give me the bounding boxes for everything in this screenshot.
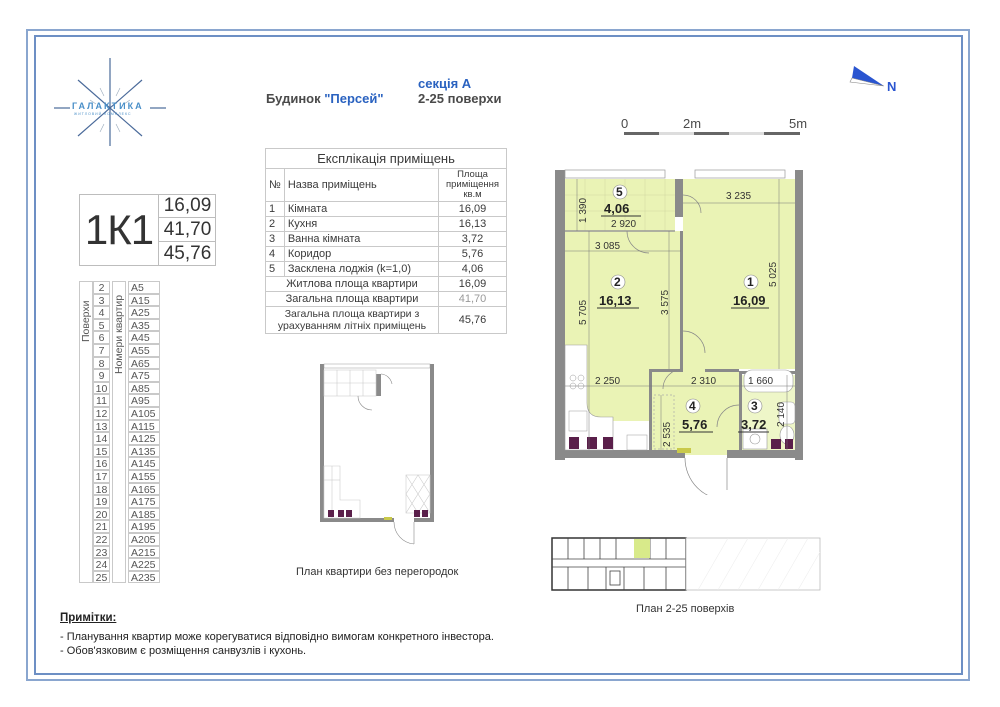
north-label: N [887, 79, 897, 94]
room-2-area: 16,13 [599, 293, 632, 308]
total-area-label: Загальна площа квартири [266, 292, 439, 307]
living-area-label: Житлова площа квартири [266, 277, 439, 292]
logo-subtitle: ЖИТЛОВИЙ КОМПЛЕКС [74, 112, 132, 116]
room-1-area: 16,09 [733, 293, 766, 308]
building-prefix: Будинок [266, 91, 325, 106]
north-arrow-icon [848, 64, 888, 94]
floor-number: 25 [93, 571, 110, 584]
open-plan-caption: План квартири без перегородок [296, 566, 459, 578]
floor-number: 2 [93, 281, 110, 294]
apartment-number: А175 [128, 495, 160, 508]
room-num: 1 [266, 202, 285, 217]
apartment-number: А225 [128, 558, 160, 571]
floor-number: 10 [93, 382, 110, 395]
total-area-value: 41,70 [439, 292, 507, 307]
floor-number: 3 [93, 294, 110, 307]
apartment-code: 1К1 [84, 206, 154, 253]
apartments-column-label: Номери квартир [112, 281, 126, 583]
floor-number: 19 [93, 495, 110, 508]
building-title [266, 91, 384, 106]
floors-label: 2-25 поверхи [418, 91, 502, 106]
room-num: 3 [266, 232, 285, 247]
apartment-number: А65 [128, 357, 160, 370]
apartment-number: А205 [128, 533, 160, 546]
note-item: - Обов'язковим є розміщення санвузлів і кухонь. [60, 645, 307, 657]
dim-1660: 1 660 [748, 376, 774, 387]
room-name: Кухня [284, 217, 438, 232]
dim-2535: 2 535 [662, 421, 673, 447]
floor-overview-plan [548, 535, 828, 595]
room-area: 16,09 [439, 202, 507, 217]
dim-3575: 3 575 [660, 289, 671, 315]
apartment-number: А215 [128, 546, 160, 559]
room-5-area: 4,06 [604, 201, 630, 216]
scale-label-2m: 2m [683, 116, 702, 131]
col-name-header: Назва приміщень [284, 169, 438, 202]
room-num: 5 [266, 262, 285, 277]
room-num: 2 [266, 217, 285, 232]
floor-plan-caption: План 2-25 поверхів [636, 603, 735, 615]
room-area: 3,72 [439, 232, 507, 247]
table-row [266, 262, 507, 277]
room-3-number: 3 [751, 399, 758, 413]
open-plan-drawing [318, 360, 438, 550]
apartment-number: А145 [128, 457, 160, 470]
apartment-number: А75 [128, 369, 160, 382]
explication-table [265, 148, 507, 334]
dim-5025: 5 025 [768, 261, 779, 287]
floor-number: 5 [93, 319, 110, 332]
table-row [266, 247, 507, 262]
room-name: Коридор [284, 247, 438, 262]
dim-2250: 2 250 [595, 376, 621, 387]
apartment-number: А25 [128, 306, 160, 319]
dim-3235: 3 235 [726, 191, 752, 202]
apartment-number: А105 [128, 407, 160, 420]
dim-5705: 5 705 [578, 299, 589, 325]
apartment-number: А5 [128, 281, 160, 294]
apartment-number: А165 [128, 483, 160, 496]
floor-number: 4 [93, 306, 110, 319]
scale-label-5m: 5m [789, 116, 808, 131]
apartment-number: А135 [128, 445, 160, 458]
apartment-number: А35 [128, 319, 160, 332]
apartment-number: А185 [128, 508, 160, 521]
room-name: Ванна кімната [284, 232, 438, 247]
floor-number: 7 [93, 344, 110, 357]
building-name: "Персей" [324, 91, 384, 106]
table-row [266, 202, 507, 217]
room-4-area: 5,76 [682, 417, 708, 432]
dim-3085: 3 085 [595, 241, 621, 252]
dim-2140: 2 140 [776, 401, 787, 427]
explication-title: Експлікація приміщень [266, 149, 507, 169]
table-row [266, 232, 507, 247]
room-5-number: 5 [616, 185, 623, 199]
room-2-number: 2 [614, 275, 621, 289]
notes-title: Примітки: [60, 612, 117, 624]
logo-star-icon [50, 50, 170, 150]
living-area-value: 16,09 [439, 277, 507, 292]
room-3-area: 3,72 [741, 417, 767, 432]
apartment-number: А15 [128, 294, 160, 307]
floor-number: 8 [93, 357, 110, 370]
total-area: 41,70 [159, 218, 216, 242]
floor-number: 12 [93, 407, 110, 420]
floor-number: 23 [93, 546, 110, 559]
floor-number: 20 [93, 508, 110, 521]
floor-number: 22 [93, 533, 110, 546]
floor-number: 17 [93, 470, 110, 483]
apartment-number: А45 [128, 331, 160, 344]
scale-bar [624, 132, 800, 135]
logo-name: ГАЛАКТИКА [72, 101, 144, 111]
col-area-header: Площа приміщення кв.м [439, 169, 507, 202]
apartment-areas [158, 194, 216, 266]
apartment-number: А125 [128, 432, 160, 445]
floor-number: 15 [93, 445, 110, 458]
dim-2310: 2 310 [691, 376, 717, 387]
dim-2920: 2 920 [611, 219, 637, 230]
apartment-number: А195 [128, 520, 160, 533]
floor-number: 11 [93, 394, 110, 407]
summer-area-label: Загальна площа квартири з урахуванням літніх приміщень [266, 307, 439, 334]
room-name: Засклена лоджія (k=1,0) [284, 262, 438, 277]
floor-number: 13 [93, 420, 110, 433]
room-4-number: 4 [689, 399, 696, 413]
floor-number: 21 [93, 520, 110, 533]
living-area: 16,09 [159, 194, 216, 218]
room-area: 16,13 [439, 217, 507, 232]
section-label: секція А [418, 76, 472, 91]
apartment-number: А235 [128, 571, 160, 584]
floors-column-label: Поверхи [79, 281, 93, 583]
room-num: 4 [266, 247, 285, 262]
floor-number: 18 [93, 483, 110, 496]
floor-number: 24 [93, 558, 110, 571]
table-row [266, 217, 507, 232]
floor-number: 14 [93, 432, 110, 445]
room-name: Кімната [284, 202, 438, 217]
room-area: 5,76 [439, 247, 507, 262]
floor-number: 9 [93, 369, 110, 382]
scale-label-0: 0 [621, 116, 629, 131]
summer-area-value: 45,76 [439, 307, 507, 334]
apartment-floor-plan [555, 165, 805, 495]
note-item: - Планування квартир може корегуватися відповідно вимогам конкретного інвестора. [60, 631, 494, 643]
room-area: 4,06 [439, 262, 507, 277]
dim-1390: 1 390 [578, 197, 589, 223]
apartment-number: А55 [128, 344, 160, 357]
total-with-summer-area: 45,76 [163, 243, 212, 264]
floor-number: 6 [93, 331, 110, 344]
col-num-header: № [266, 169, 285, 202]
apartment-number: А85 [128, 382, 160, 395]
floor-number: 16 [93, 457, 110, 470]
apartment-number: А115 [128, 420, 160, 433]
apartment-number: А95 [128, 394, 160, 407]
apartment-number: А155 [128, 470, 160, 483]
room-1-number: 1 [747, 275, 754, 289]
